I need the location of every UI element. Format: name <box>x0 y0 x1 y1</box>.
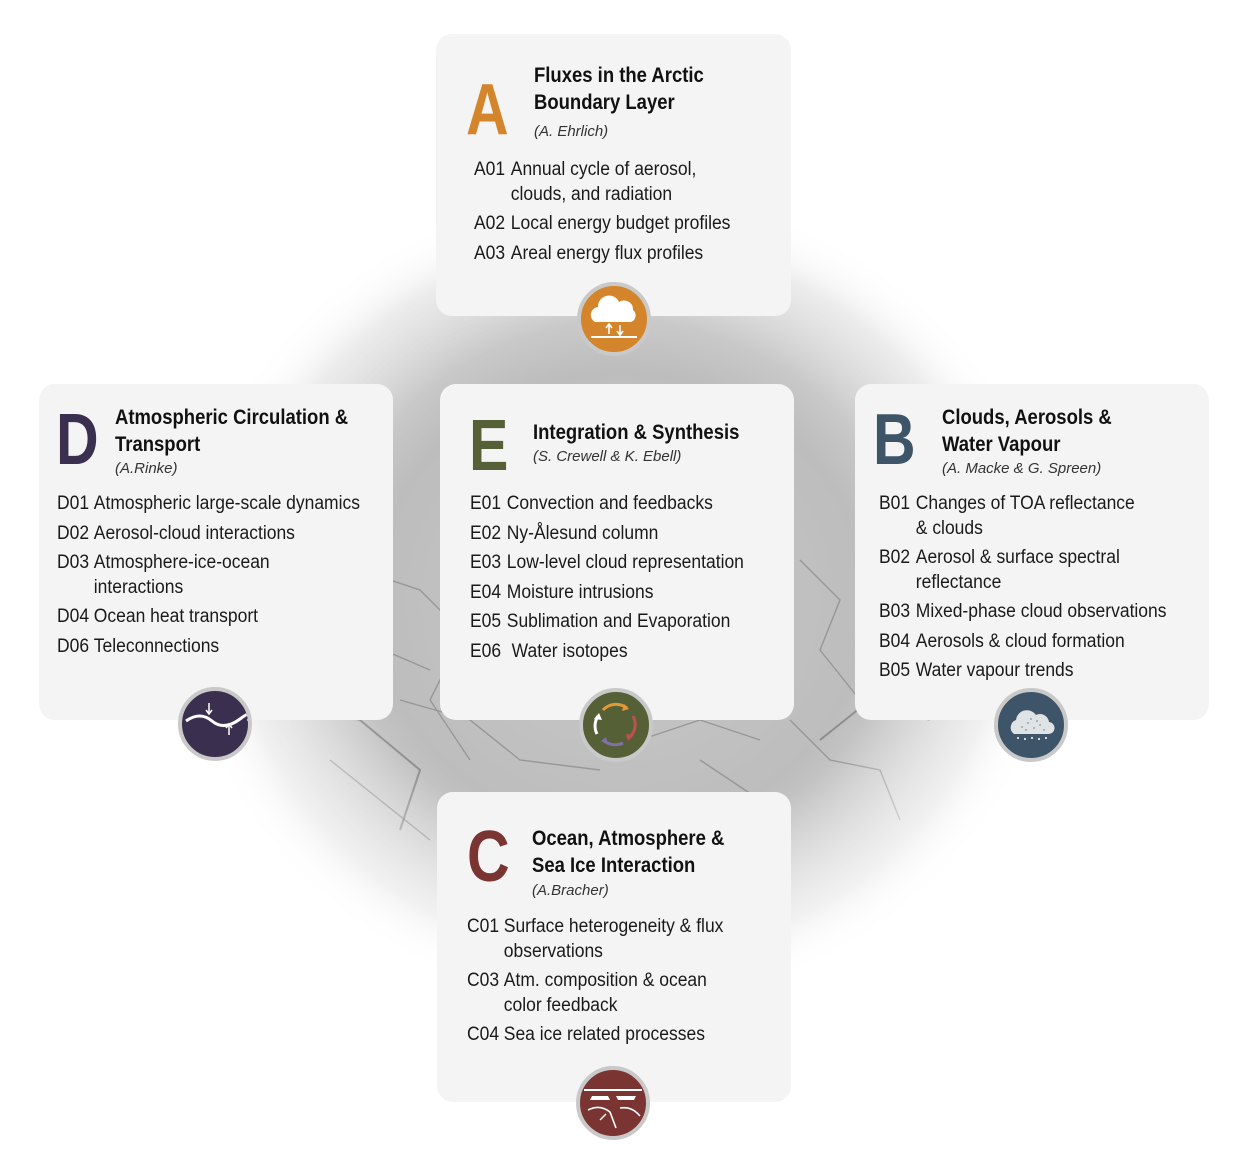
list-item <box>467 915 743 964</box>
item-text: Convection and feedbacks <box>506 493 713 514</box>
item-code: C03 <box>467 970 500 991</box>
item-text: Atmospheric large-scale dynamics <box>93 493 360 514</box>
card-a-letter: A <box>466 70 509 150</box>
card-e-title-line1: Integration & Synthesis <box>533 421 740 444</box>
item-text: Aerosol-cloud interactions <box>93 522 295 544</box>
list-item <box>879 492 1192 541</box>
list-item <box>467 969 743 1018</box>
item-text: Atm. composition & ocean color feedback <box>503 970 707 1016</box>
card-e-lead: (S. Crewell & K. Ebell) <box>533 448 682 465</box>
item-text: Local energy budget profiles <box>510 213 731 234</box>
card-c-lead: (A.Bracher) <box>532 882 609 899</box>
item-text: Ocean heat transport <box>93 606 259 627</box>
item-text: Sublimation and Evaporation <box>506 611 731 632</box>
card-c-title-line2: Sea Ice Interaction <box>532 854 696 877</box>
item-text: Moisture intrusions <box>506 581 654 603</box>
item-code: D03 <box>57 552 90 573</box>
card-a-title-line2: Boundary Layer <box>534 91 675 114</box>
card-e-letter: E <box>469 406 509 486</box>
card-b <box>855 384 1209 720</box>
item-code: A03 <box>474 242 506 264</box>
card-b-title-line1: Clouds, Aerosols & <box>942 406 1112 429</box>
card-a-items <box>474 158 750 271</box>
item-text: Mixed-phase cloud observations <box>915 601 1167 622</box>
item-text: Changes of TOA reflectance & clouds <box>915 493 1135 539</box>
card-b-title <box>942 404 1112 458</box>
card-c-items <box>467 915 743 1053</box>
item-text: Aerosol & surface spectral reflectance <box>915 547 1120 593</box>
item-text: Low-level cloud representation <box>506 552 744 573</box>
card-d-title-line2: Transport <box>115 433 201 456</box>
list-item <box>57 522 379 547</box>
card-a-title-line1: Fluxes in the Arctic <box>534 64 704 87</box>
list-item <box>879 546 1192 595</box>
item-code: E05 <box>470 611 502 632</box>
card-b-items <box>879 492 1192 689</box>
card-b-title-line2: Water Vapour <box>942 433 1061 456</box>
card-c-letter: C <box>467 817 510 897</box>
item-text: Atmosphere-ice-ocean interactions <box>93 552 270 598</box>
item-code: B02 <box>879 547 911 568</box>
list-item <box>474 158 750 207</box>
card-d <box>39 384 393 720</box>
item-code: A02 <box>474 213 506 234</box>
list-item <box>57 635 379 660</box>
item-code: C01 <box>467 916 500 937</box>
item-text: Areal energy flux profiles <box>510 242 704 264</box>
list-item <box>467 1023 743 1048</box>
item-code: B01 <box>879 493 911 514</box>
list-item <box>470 640 792 665</box>
card-b-letter: B <box>873 400 916 480</box>
item-text: Ny-Ålesund column <box>506 522 659 544</box>
item-code: D02 <box>57 522 90 544</box>
item-text: Teleconnections <box>93 635 220 657</box>
item-code: B03 <box>879 601 911 622</box>
wave-transport-icon <box>178 687 252 761</box>
list-item <box>474 242 750 267</box>
card-e <box>440 384 794 720</box>
card-c-title-line1: Ocean, Atmosphere & <box>532 827 725 850</box>
item-text: Water vapour trends <box>915 660 1074 681</box>
card-d-lead: (A.Rinke) <box>115 460 178 477</box>
list-item <box>470 610 792 635</box>
item-code: E01 <box>470 493 502 514</box>
item-code: E06 <box>470 640 502 662</box>
list-item <box>879 630 1192 655</box>
item-code: E03 <box>470 552 502 573</box>
item-code: B05 <box>879 660 911 681</box>
card-c-title <box>532 825 724 879</box>
card-c <box>437 792 791 1102</box>
item-code: C04 <box>467 1024 500 1045</box>
item-code: A01 <box>474 159 506 180</box>
list-item <box>57 551 379 600</box>
card-a-title <box>534 62 704 116</box>
card-a <box>436 34 791 316</box>
list-item <box>57 605 379 630</box>
item-code: E02 <box>470 522 502 544</box>
cloud-flux-icon <box>577 282 651 356</box>
card-b-lead: (A. Macke & G. Spreen) <box>942 460 1102 477</box>
sea-ice-icon <box>576 1066 650 1140</box>
list-item <box>470 522 792 547</box>
cloud-aerosol-icon <box>994 688 1068 762</box>
list-item <box>470 492 792 517</box>
card-e-title <box>533 419 739 446</box>
card-d-letter: D <box>56 400 99 480</box>
card-e-items <box>470 492 792 669</box>
list-item <box>474 212 750 237</box>
item-text: Aerosols & cloud formation <box>915 630 1125 652</box>
item-text: Surface heterogeneity & flux observations <box>503 916 724 962</box>
item-text: Water isotopes <box>506 640 628 662</box>
item-code: D06 <box>57 635 90 657</box>
item-code: E04 <box>470 581 502 603</box>
list-item <box>879 600 1192 625</box>
list-item <box>57 492 379 517</box>
list-item <box>470 551 792 576</box>
list-item <box>470 581 792 606</box>
item-text: Annual cycle of aerosol, clouds, and radiation <box>510 159 697 205</box>
cycle-arrows-icon <box>579 688 653 762</box>
card-d-title <box>115 404 348 458</box>
item-text: Sea ice related processes <box>503 1024 705 1045</box>
item-code: D01 <box>57 493 90 514</box>
card-d-items <box>57 492 379 664</box>
card-a-lead: (A. Ehrlich) <box>534 123 609 140</box>
item-code: D04 <box>57 606 90 627</box>
card-d-title-line1: Atmospheric Circulation & <box>115 406 349 429</box>
list-item <box>879 659 1192 684</box>
item-code: B04 <box>879 630 911 652</box>
